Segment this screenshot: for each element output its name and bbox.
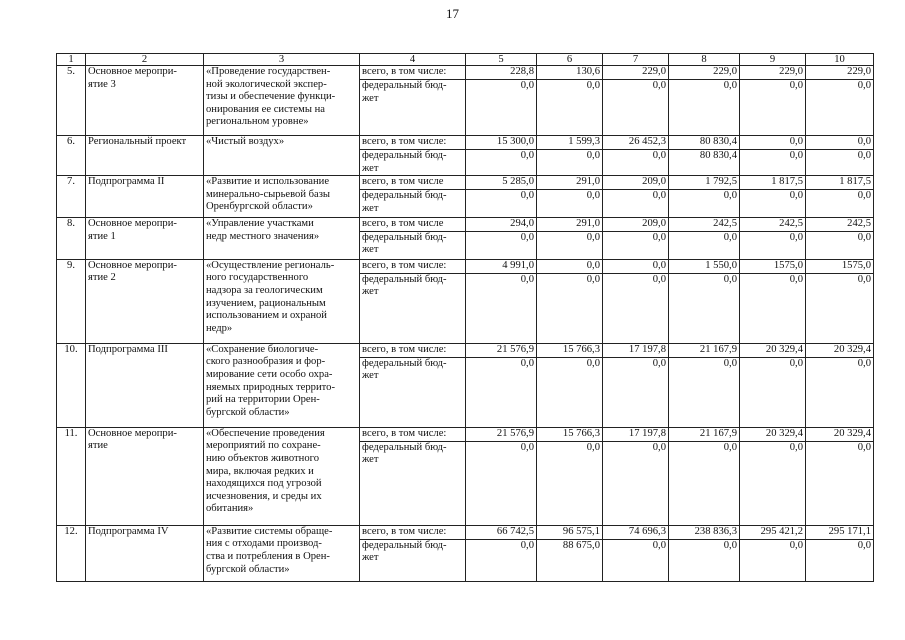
row-total-value: 5 285,0	[466, 176, 537, 190]
row-federal-value: 0,0	[603, 273, 669, 343]
row-federal-value: 0,0	[669, 441, 740, 525]
row-item-type: Подпрограмма IV	[86, 525, 204, 581]
row-federal-value: 0,0	[603, 441, 669, 525]
row-federal-value: 0,0	[669, 357, 740, 427]
row-total-value: 228,8	[466, 66, 537, 80]
row-item-name: «Сохранение биологиче- ского разнообразия и фор- мирование сети особо охра- няемых природных террито- рий на территории Орен- бургской области»	[204, 343, 360, 427]
row-total-label: всего, в том числе:	[360, 136, 466, 150]
row-number: 8.	[57, 218, 86, 260]
row-federal-value: 0,0	[740, 539, 806, 581]
row-total-value: 20 329,4	[806, 427, 874, 441]
row-federal-value: 80 830,4	[669, 150, 740, 176]
header-col-10: 10	[806, 54, 874, 66]
row-federal-value: 0,0	[669, 539, 740, 581]
row-federal-label: федеральный бюд- жет	[360, 190, 466, 218]
row-total-value: 0,0	[603, 259, 669, 273]
row-total-value: 96 575,1	[537, 525, 603, 539]
table-row	[57, 136, 874, 150]
row-total-value: 209,0	[603, 218, 669, 232]
header-col-9: 9	[740, 54, 806, 66]
row-total-value: 242,5	[669, 218, 740, 232]
row-federal-value: 0,0	[466, 190, 537, 218]
row-federal-value: 0,0	[466, 357, 537, 427]
row-federal-value: 0,0	[466, 231, 537, 259]
row-federal-value: 0,0	[740, 273, 806, 343]
row-total-value: 1 599,3	[537, 136, 603, 150]
row-total-label: всего, в том числе:	[360, 525, 466, 539]
row-total-value: 66 742,5	[466, 525, 537, 539]
row-total-label: всего, в том числе:	[360, 66, 466, 80]
row-total-value: 229,0	[740, 66, 806, 80]
row-total-value: 1 817,5	[806, 176, 874, 190]
row-federal-value: 0,0	[806, 80, 874, 136]
row-item-name: «Развитие и использование минерально-сырьевой базы Оренбургской области»	[204, 176, 360, 218]
row-federal-value: 0,0	[740, 441, 806, 525]
row-number: 12.	[57, 525, 86, 581]
row-total-value: 291,0	[537, 218, 603, 232]
row-total-value: 295 171,1	[806, 525, 874, 539]
row-federal-value: 0,0	[806, 231, 874, 259]
row-number: 6.	[57, 136, 86, 176]
row-total-value: 21 167,9	[669, 427, 740, 441]
row-federal-value: 0,0	[669, 273, 740, 343]
row-item-type: Основное меропри- ятие 3	[86, 66, 204, 136]
row-total-value: 21 576,9	[466, 427, 537, 441]
row-total-value: 238 836,3	[669, 525, 740, 539]
row-federal-value: 0,0	[806, 150, 874, 176]
row-total-value: 229,0	[603, 66, 669, 80]
row-federal-value: 0,0	[806, 273, 874, 343]
table-row	[57, 218, 874, 232]
row-federal-value: 0,0	[669, 80, 740, 136]
row-federal-label: федеральный бюд- жет	[360, 357, 466, 427]
row-total-value: 229,0	[806, 66, 874, 80]
row-federal-value: 0,0	[603, 539, 669, 581]
row-total-value: 0,0	[740, 136, 806, 150]
row-total-label: всего, в том числе:	[360, 259, 466, 273]
row-item-type: Основное меропри- ятие 1	[86, 218, 204, 260]
row-federal-value: 0,0	[603, 357, 669, 427]
row-federal-value: 0,0	[740, 357, 806, 427]
header-col-5: 5	[466, 54, 537, 66]
row-total-label: всего, в том числе:	[360, 343, 466, 357]
table-row	[57, 525, 874, 539]
row-federal-value: 0,0	[466, 441, 537, 525]
row-federal-value: 0,0	[806, 539, 874, 581]
header-col-7: 7	[603, 54, 669, 66]
row-item-name: «Проведение государствен- ной экологической экспер- тизы и обеспечение функци- онирования ее системы на региональном уровне»	[204, 66, 360, 136]
row-federal-value: 0,0	[466, 273, 537, 343]
table-row	[57, 259, 874, 273]
row-federal-value: 0,0	[740, 150, 806, 176]
row-total-value: 1 817,5	[740, 176, 806, 190]
row-total-value: 20 329,4	[740, 343, 806, 357]
row-total-value: 294,0	[466, 218, 537, 232]
row-total-value: 15 766,3	[537, 343, 603, 357]
row-item-type: Подпрограмма II	[86, 176, 204, 218]
row-total-value: 21 576,9	[466, 343, 537, 357]
budget-table	[56, 53, 874, 582]
row-total-label: всего, в том числе:	[360, 427, 466, 441]
row-item-type: Основное меропри- ятие	[86, 427, 204, 525]
row-federal-value: 0,0	[806, 441, 874, 525]
row-federal-label: федеральный бюд- жет	[360, 441, 466, 525]
row-total-value: 20 329,4	[806, 343, 874, 357]
row-total-value: 17 197,8	[603, 343, 669, 357]
row-total-value: 229,0	[669, 66, 740, 80]
row-federal-label: федеральный бюд- жет	[360, 539, 466, 581]
header-col-1: 1	[57, 54, 86, 66]
row-total-value: 15 766,3	[537, 427, 603, 441]
row-item-name: «Обеспечение проведения мероприятий по сохране- нию объектов животного мира, включая редких и находящихся под угрозой исчезновения, и среды их обитания»	[204, 427, 360, 525]
row-federal-value: 0,0	[806, 190, 874, 218]
row-federal-value: 0,0	[603, 80, 669, 136]
row-federal-value: 0,0	[537, 441, 603, 525]
row-item-name: «Чистый воздух»	[204, 136, 360, 176]
row-total-value: 74 696,3	[603, 525, 669, 539]
row-total-label: всего, в том числе	[360, 218, 466, 232]
header-col-8: 8	[669, 54, 740, 66]
row-federal-value: 0,0	[537, 190, 603, 218]
header-col-3: 3	[204, 54, 360, 66]
row-item-type: Основное меропри- ятие 2	[86, 259, 204, 343]
row-total-value: 26 452,3	[603, 136, 669, 150]
row-number: 7.	[57, 176, 86, 218]
row-federal-value: 0,0	[466, 80, 537, 136]
header-col-4: 4	[360, 54, 466, 66]
row-item-type: Региональный проект	[86, 136, 204, 176]
row-total-value: 4 991,0	[466, 259, 537, 273]
row-number: 9.	[57, 259, 86, 343]
row-federal-label: федеральный бюд- жет	[360, 273, 466, 343]
table-row	[57, 343, 874, 357]
row-item-name: «Управление участками недр местного значения»	[204, 218, 360, 260]
row-federal-value: 0,0	[537, 357, 603, 427]
table-body	[57, 66, 874, 582]
row-federal-value: 0,0	[603, 150, 669, 176]
table-row	[57, 176, 874, 190]
table-row	[57, 66, 874, 80]
row-item-name: «Осуществление региональ- ного государственного надзора за геологическим изучением, рациональным использованием и охраной недр»	[204, 259, 360, 343]
row-federal-value: 0,0	[466, 539, 537, 581]
row-federal-value: 0,0	[537, 80, 603, 136]
row-total-value: 1575,0	[806, 259, 874, 273]
row-federal-label: федеральный бюд- жет	[360, 80, 466, 136]
row-federal-value: 0,0	[537, 231, 603, 259]
row-total-value: 1 792,5	[669, 176, 740, 190]
row-total-value: 15 300,0	[466, 136, 537, 150]
row-federal-value: 0,0	[603, 231, 669, 259]
row-total-value: 21 167,9	[669, 343, 740, 357]
row-total-label: всего, в том числе	[360, 176, 466, 190]
row-total-value: 1575,0	[740, 259, 806, 273]
row-federal-value: 0,0	[740, 190, 806, 218]
header-col-2: 2	[86, 54, 204, 66]
row-total-value: 20 329,4	[740, 427, 806, 441]
row-item-type: Подпрограмма III	[86, 343, 204, 427]
row-total-value: 209,0	[603, 176, 669, 190]
row-total-value: 130,6	[537, 66, 603, 80]
row-item-name: «Развитие системы обраще- ния с отходами производ- ства и потребления в Орен- бургской области»	[204, 525, 360, 581]
row-federal-value: 0,0	[740, 231, 806, 259]
row-federal-value: 0,0	[669, 231, 740, 259]
header-row	[57, 54, 874, 66]
row-federal-label: федеральный бюд- жет	[360, 231, 466, 259]
row-federal-value: 0,0	[537, 273, 603, 343]
row-total-value: 291,0	[537, 176, 603, 190]
row-total-value: 1 550,0	[669, 259, 740, 273]
row-total-value: 242,5	[740, 218, 806, 232]
row-number: 11.	[57, 427, 86, 525]
row-federal-value: 0,0	[537, 150, 603, 176]
row-federal-value: 0,0	[669, 190, 740, 218]
row-total-value: 242,5	[806, 218, 874, 232]
row-federal-label: федеральный бюд- жет	[360, 150, 466, 176]
table-row	[57, 427, 874, 441]
row-federal-value: 0,0	[466, 150, 537, 176]
row-number: 5.	[57, 66, 86, 136]
row-total-value: 80 830,4	[669, 136, 740, 150]
row-total-value: 295 421,2	[740, 525, 806, 539]
row-federal-value: 88 675,0	[537, 539, 603, 581]
page-number: 17	[446, 6, 459, 21]
row-federal-value: 0,0	[806, 357, 874, 427]
row-total-value: 0,0	[806, 136, 874, 150]
row-federal-value: 0,0	[740, 80, 806, 136]
row-number: 10.	[57, 343, 86, 427]
header-col-6: 6	[537, 54, 603, 66]
row-federal-value: 0,0	[603, 190, 669, 218]
row-total-value: 0,0	[537, 259, 603, 273]
row-total-value: 17 197,8	[603, 427, 669, 441]
